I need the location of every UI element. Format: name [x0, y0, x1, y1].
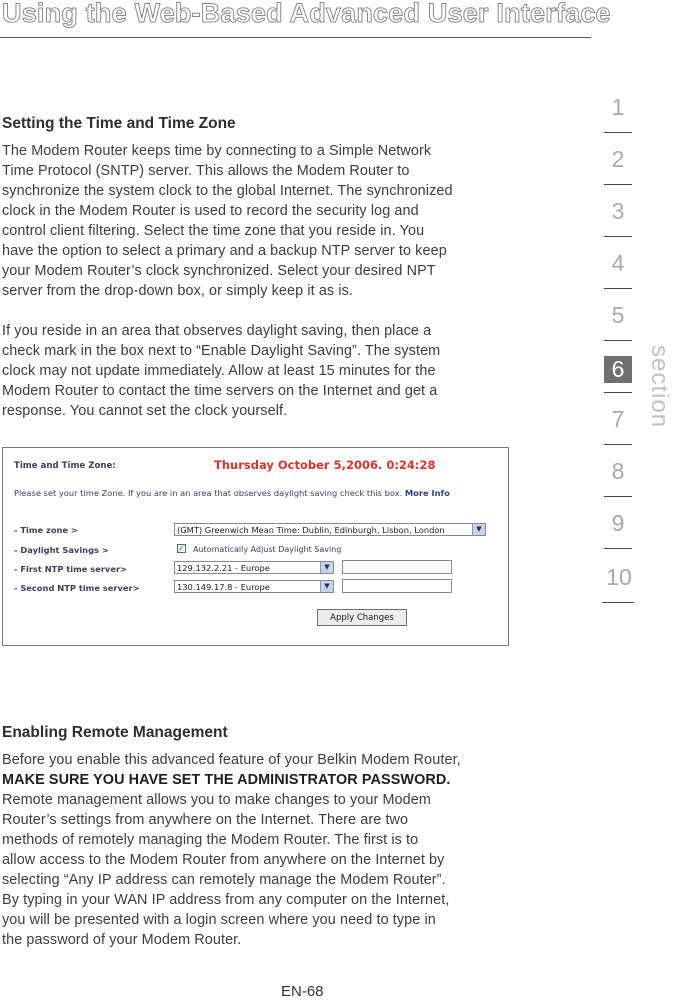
section-number-2[interactable]: 2 [611, 146, 625, 172]
chevron-down-icon: ▼ [320, 562, 333, 573]
panel-title: Time and Time Zone: [14, 461, 116, 471]
text-line: check mark in the box next to “Enable Daylight Saving”. The system [2, 343, 441, 359]
paragraph-remote [2, 750, 574, 950]
chevron-down-icon: ▼ [320, 581, 333, 592]
paragraph-time-1 [2, 141, 574, 301]
section-number-8[interactable]: 8 [611, 458, 625, 484]
section-divider [604, 340, 632, 341]
text-line: your Modem Router’s clock synchronized. Select your desired NPT [2, 263, 436, 279]
header-rule [0, 37, 591, 38]
first-ntp-select[interactable] [174, 561, 334, 574]
text-line: methods of remotely managing the Modem Router. The first is to [2, 832, 419, 848]
warning-line: MAKE SURE YOU HAVE SET THE ADMINISTRATOR PASSWORD. [2, 772, 451, 788]
text-line: the password of your Modem Router. [2, 932, 242, 948]
text-line: Time Protocol (SNTP) server. This allows the Modem Router to [2, 163, 410, 179]
text-line: you will be presented with a login screen where you need to type in [2, 912, 436, 928]
description-text: Please set your time Zone. If you are in an area that observes daylight saving check this box. [14, 488, 403, 498]
page-header-title: Using the Web-Based Advanced User Interface [2, 0, 611, 28]
time-zone-value: (GMT) Greenwich Mean Time: Dublin, Edinburgh, Lisbon, London [177, 525, 445, 535]
text-line: allow access to the Modem Router from anywhere on the Internet by [2, 852, 445, 868]
text-line: Router’s settings from anywhere on the Internet. There are two [2, 812, 409, 828]
section-number-10[interactable]: 10 [606, 564, 632, 590]
section-number-5[interactable]: 5 [611, 302, 625, 328]
text-line: By typing in your WAN IP address from any computer on the Internet, [2, 892, 450, 908]
second-ntp-custom-input[interactable] [342, 579, 452, 593]
text-line: Remote management allows you to make changes to your Modem [2, 792, 431, 808]
time-zone-label: - Time zone > [14, 525, 78, 535]
first-ntp-custom-input[interactable] [342, 560, 452, 574]
section-divider [604, 548, 632, 549]
text-line: synchronize the system clock to the global Internet. The synchronized [2, 183, 453, 199]
section-divider [604, 444, 632, 445]
section-divider [604, 132, 632, 133]
second-ntp-select[interactable] [174, 580, 334, 593]
text-line: selecting “Any IP address can remotely manage the Modem Router”. [2, 872, 446, 888]
text-line: The Modem Router keeps time by connecting to a Simple Network [2, 143, 432, 159]
time-zone-select[interactable] [174, 523, 486, 536]
section-divider [604, 288, 632, 289]
second-ntp-label: - Second NTP time server> [14, 583, 140, 593]
daylight-checkbox[interactable] [177, 544, 186, 553]
text-line: If you reside in an area that observes daylight saving, then place a [2, 323, 432, 339]
text-line: control client filtering. Select the time zone that you reside in. You [2, 223, 425, 239]
time-settings-screenshot [2, 447, 509, 646]
first-ntp-value: 129.132.2.21 - Europe [177, 563, 270, 573]
section-divider [604, 184, 632, 185]
paragraph-time-2 [2, 321, 574, 421]
section-number-4[interactable]: 4 [611, 250, 625, 276]
daylight-label: - Daylight Savings > [14, 545, 109, 555]
section-divider [602, 602, 634, 603]
daylight-checkbox-label: Automatically Adjust Daylight Saving [193, 545, 342, 554]
section-number-6-active[interactable]: 6 [604, 356, 632, 383]
text-line: Before you enable this advanced feature of your Belkin Modem Router, [2, 752, 461, 768]
more-info-link[interactable]: More Info [404, 488, 450, 498]
section-divider [604, 496, 632, 497]
text-line: have the option to select a primary and a backup NTP server to keep [2, 243, 447, 259]
text-line: Modem Router to contact the time servers on the Internet and get a [2, 383, 438, 399]
section-number-3[interactable]: 3 [611, 198, 625, 224]
text-line: clock may not update immediately. Allow at least 15 minutes for the [2, 363, 436, 379]
text-line: server from the drop-down box, or simply keep it as is. [2, 283, 354, 299]
section-divider [604, 236, 632, 237]
text-line: response. You cannot set the clock yourself. [2, 403, 288, 419]
heading-time-zone: Setting the Time and Time Zone [2, 115, 236, 132]
section-number-7[interactable]: 7 [611, 406, 625, 432]
chevron-down-icon: ▼ [472, 524, 485, 535]
section-number-1[interactable]: 1 [611, 94, 625, 120]
heading-remote-management: Enabling Remote Management [2, 724, 228, 741]
first-ntp-label: - First NTP time server> [14, 564, 128, 574]
text-line: clock in the Modem Router is used to record the security log and [2, 203, 419, 219]
section-divider [604, 392, 632, 393]
panel-description [14, 488, 459, 499]
section-number-9[interactable]: 9 [611, 510, 625, 536]
page-number: EN-68 [281, 983, 324, 1000]
section-side-label: section [646, 345, 673, 429]
check-icon: ✓ [178, 544, 185, 553]
current-datetime: Thursday October 5,2006. 0:24:28 [214, 458, 436, 472]
apply-changes-button[interactable]: Apply Changes [317, 609, 407, 626]
second-ntp-value: 130.149.17.8 - Europe [177, 582, 270, 592]
